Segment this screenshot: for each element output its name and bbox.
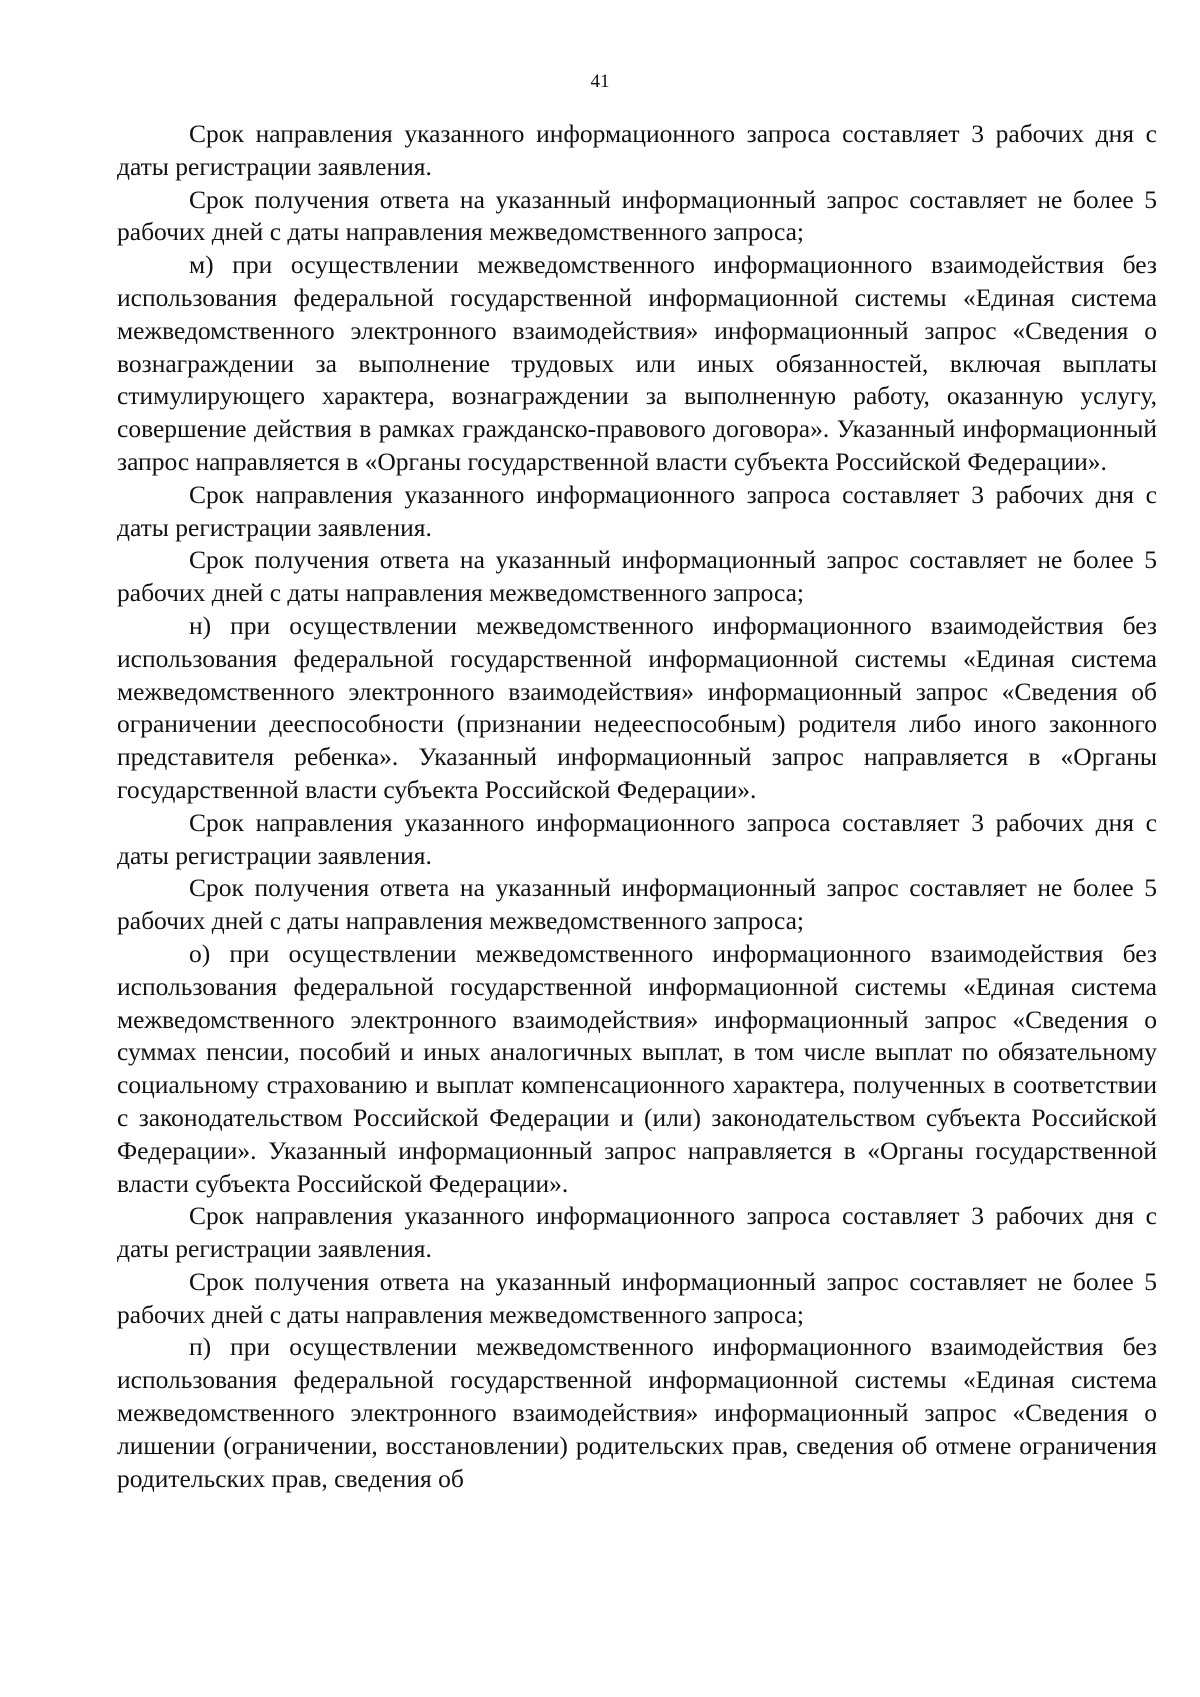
paragraph: п) при осуществлении межведомственного информационного взаимодействия без использования федеральной государственной информационной системы «Единая система межведомственного электронного взаимодействия» информационный запрос «Сведения о лишении (ограничении, восстановлении) родительских прав, сведения об отмене ограничения родительских прав, сведения об — [117, 1332, 1157, 1493]
paragraph: о) при осуществлении межведомственного информационного взаимодействия без использования федеральной государственной информационной системы «Единая система межведомственного электронного взаимодействия» информационный запрос «Сведения о суммах пенсии, пособий и иных аналогичных выплат, в том числе выплат по обязательному социальному страхованию и выплат компенсационного характера, полученных в соответствии с законодательством Российской Федерации и (или) законодательством субъекта Российской Федерации». Указанный информационный запрос направляется в «Органы государственной власти субъекта Российской Федерации». — [117, 938, 1157, 1198]
paragraph: Срок получения ответа на указанный информационный запрос составляет не более 5 рабочих дней с даты направления межведомственного запроса; — [117, 1266, 1157, 1329]
page-number: 41 — [590, 71, 610, 92]
paragraph: Срок направления указанного информационного запроса составляет 3 рабочих дня с даты регистрации заявления. — [117, 119, 1157, 181]
paragraph: м) при осуществлении межведомственного информационного взаимодействия без использования федеральной государственной информационной системы «Единая система межведомственного электронного взаимодействия» информационный запрос «Сведения о вознаграждении за выполнение трудовых или иных обязанностей, включая выплаты стимулирующего характера, вознаграждении за выполненную работу, оказанную услугу, совершение действия в рамках гражданско-правового договора». Указанный информационный запрос направляется в «Органы государственной власти субъекта Российской Федерации». — [117, 250, 1157, 476]
paragraph: Срок направления указанного информационного запроса составляет 3 рабочих дня с даты регистрации заявления. — [117, 479, 1157, 542]
paragraph: Срок получения ответа на указанный информационный запрос составляет не более 5 рабочих дней с даты направления межведомственного запроса; — [117, 873, 1157, 936]
paragraph: Срок направления указанного информационного запроса составляет 3 рабочих дня с даты регистрации заявления. — [117, 807, 1157, 870]
paragraph: Срок получения ответа на указанный информационный запрос составляет не более 5 рабочих дней с даты направления межведомственного запроса; — [117, 545, 1157, 608]
document-body — [117, 118, 1157, 1495]
paragraph: н) при осуществлении межведомственного информационного взаимодействия без использования федеральной государственной информационной системы «Единая система межведомственного электронного взаимодействия» информационный запрос «Сведения об ограничении дееспособности (признании недееспособным) родителя либо иного законного представителя ребенка». Указанный информационный запрос направляется в «Органы государственной власти субъекта Российской Федерации». — [117, 610, 1157, 804]
paragraph: Срок направления указанного информационного запроса составляет 3 рабочих дня с даты регистрации заявления. — [117, 1201, 1157, 1264]
paragraph: Срок получения ответа на указанный информационный запрос составляет не более 5 рабочих дней с даты направления межведомственного запроса; — [117, 184, 1157, 247]
